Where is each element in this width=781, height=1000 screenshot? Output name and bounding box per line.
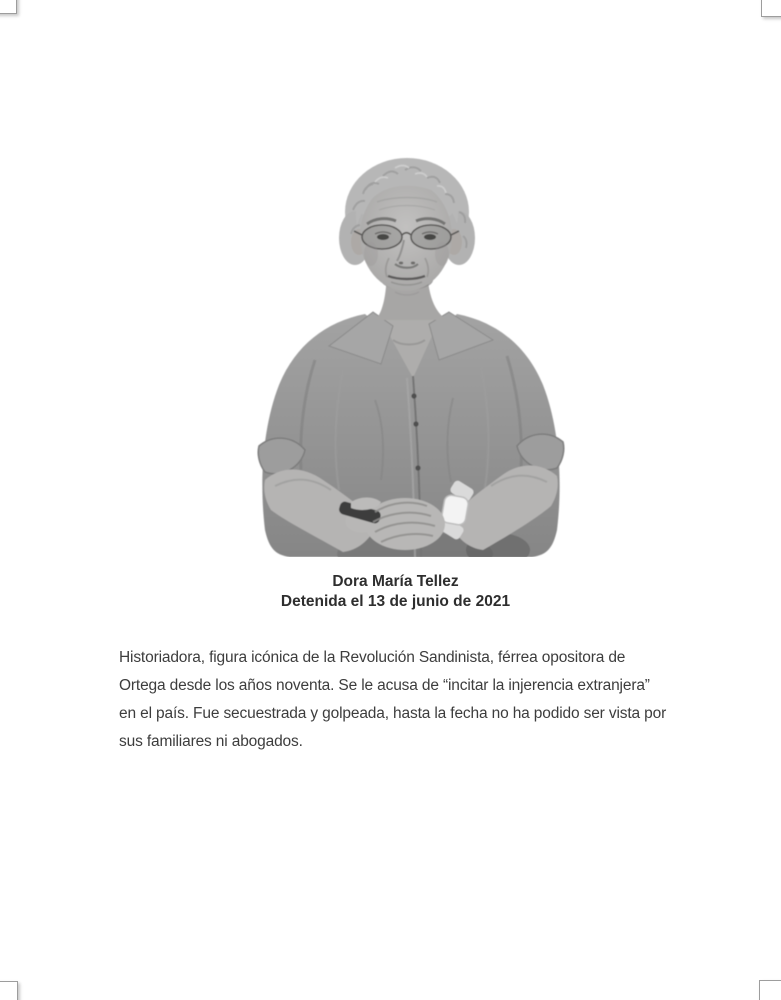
- page-corner-bottom-left: [0, 981, 18, 1000]
- description-paragraph: [119, 644, 666, 756]
- caption-name: Dora María Tellez: [332, 573, 459, 590]
- paragraph-line: Ortega desde los años noventa. Se le acusa de “incitar la injerencia extranjera”: [119, 677, 650, 694]
- photo-caption: [5, 572, 781, 612]
- portrait-photo: [255, 150, 567, 560]
- page-corner-top-left: [0, 0, 17, 14]
- portrait-illustration: [255, 150, 567, 560]
- paragraph-line: en el país. Fue secuestrada y golpeada, hasta la fecha no ha podido ser vista por: [119, 705, 667, 722]
- paragraph-line: Historiadora, figura icónica de la Revolución Sandinista, férrea opositora de: [119, 649, 626, 666]
- paragraph-line: sus familiares ni abogados.: [119, 733, 303, 750]
- page-corner-bottom-right: [759, 980, 781, 1000]
- caption-detained: Detenida el 13 de junio de 2021: [280, 593, 511, 610]
- page-corner-top-right: [761, 0, 781, 17]
